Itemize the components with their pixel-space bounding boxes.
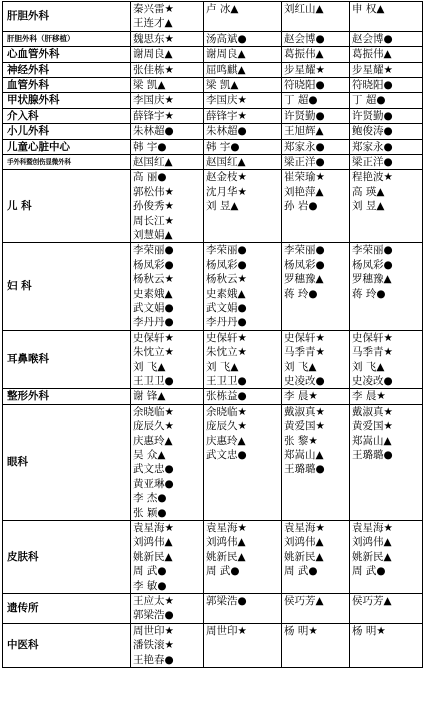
staff-entry: 李 杰● [133, 492, 167, 505]
staff-entry: 黄爱国★ [352, 420, 393, 433]
staff-entry: 武文忠● [206, 449, 247, 462]
staff-entry: 刘鸿伟▲ [284, 536, 324, 549]
staff-entry: 梁正洋● [284, 156, 325, 169]
duty-cell [131, 124, 204, 139]
roster-row [3, 404, 423, 520]
staff-entry: 汤高斌● [206, 32, 247, 45]
staff-entry: 罗穗豫▲ [284, 273, 324, 286]
staff-entry: 程艳波★ [352, 171, 393, 184]
roster-row [3, 47, 423, 62]
staff-entry: 步星耀★ [284, 63, 325, 76]
staff-entry: 郭松伟★ [133, 185, 174, 198]
duty-cell [350, 623, 423, 667]
staff-entry: 武文娟● [206, 302, 247, 315]
duty-cell [350, 108, 423, 123]
staff-entry: 刘 飞▲ [284, 360, 317, 373]
staff-entry: 郑家永● [284, 140, 325, 153]
staff-entry: 马季青★ [352, 346, 393, 359]
staff-entry: 赵金枝★ [206, 171, 247, 184]
staff-entry: 丁 超● [284, 94, 318, 107]
staff-entry: 符晓阳● [284, 79, 325, 92]
roster-row [3, 243, 423, 330]
staff-entry: 杨凤彩● [284, 258, 325, 271]
staff-entry: 史保轩★ [284, 331, 325, 344]
duty-cell [282, 31, 350, 46]
duty-cell [131, 47, 204, 62]
department-name: 儿童心脏中心 [3, 139, 131, 154]
staff-entry: 步星耀★ [352, 63, 393, 76]
staff-entry: 侯巧芳▲ [284, 595, 324, 608]
roster-row [3, 139, 423, 154]
duty-cell [131, 31, 204, 46]
department-name: 心血管外科 [3, 47, 131, 62]
staff-entry: 袁星海★ [284, 522, 325, 535]
duty-cell [204, 521, 282, 594]
staff-entry: 周世印★ [133, 624, 174, 637]
staff-entry: 蒋 玲● [352, 287, 386, 300]
duty-cell [131, 521, 204, 594]
staff-entry: 许贤勤● [284, 109, 325, 122]
duty-cell [282, 93, 350, 108]
staff-entry: 庞辰久★ [133, 420, 174, 433]
department-name: 小儿外科 [3, 124, 131, 139]
staff-entry: 庆惠玲▲ [133, 434, 173, 447]
duty-cell [131, 330, 204, 389]
duty-cell [131, 243, 204, 330]
staff-entry: 高 瑛▲ [352, 185, 385, 198]
staff-entry: 戴淑真★ [352, 405, 393, 418]
duty-cell [204, 31, 282, 46]
duty-cell [350, 2, 423, 32]
duty-cell [131, 389, 204, 404]
staff-entry: 戴淑真★ [284, 405, 325, 418]
duty-cell [350, 521, 423, 594]
duty-cell [131, 93, 204, 108]
department-name: 儿 科 [3, 170, 131, 243]
staff-entry: 周 武● [284, 565, 318, 578]
roster-row [3, 62, 423, 77]
duty-cell [350, 62, 423, 77]
duty-cell [282, 330, 350, 389]
roster-row [3, 155, 423, 170]
staff-entry: 史凌改● [352, 375, 393, 388]
duty-cell [282, 139, 350, 154]
staff-entry: 赵会博● [352, 32, 393, 45]
staff-entry: 申 权▲ [352, 3, 385, 15]
duty-cell [131, 155, 204, 170]
duty-cell [131, 594, 204, 624]
staff-entry: 许贤勤● [352, 109, 393, 122]
department-name: 甲状腺外科 [3, 93, 131, 108]
staff-entry: 李丹丹● [133, 316, 174, 329]
roster-row [3, 2, 423, 32]
department-name: 中医科 [3, 623, 131, 667]
department-name: 遗传所 [3, 594, 131, 624]
staff-entry: 杨凤彩● [133, 258, 174, 271]
duty-cell [350, 78, 423, 93]
staff-entry: 郑嵩山▲ [352, 434, 392, 447]
staff-entry: 谢周良▲ [206, 48, 246, 61]
staff-entry: 姚新民▲ [352, 550, 392, 563]
staff-entry: 周长江★ [133, 214, 174, 227]
staff-entry: 杨 明★ [284, 624, 318, 637]
duty-roster-body [3, 2, 423, 668]
duty-cell [204, 108, 282, 123]
duty-cell [204, 78, 282, 93]
staff-entry: 朱忱立★ [133, 346, 174, 359]
staff-entry: 李丹丹● [206, 316, 247, 329]
duty-cell [204, 93, 282, 108]
duty-cell [204, 170, 282, 243]
staff-entry: 袁星海★ [133, 522, 174, 535]
staff-entry: 郭梁浩● [206, 595, 247, 608]
staff-entry: 王卫卫● [206, 375, 247, 388]
staff-entry: 周 武● [133, 565, 167, 578]
staff-entry: 庞辰久★ [206, 420, 247, 433]
department-name: 耳鼻喉科 [3, 330, 131, 389]
staff-entry: 杨 明★ [352, 624, 386, 637]
staff-entry: 梁 凯▲ [133, 79, 166, 92]
staff-entry: 李 晨★ [284, 390, 318, 403]
roster-row [3, 330, 423, 389]
staff-entry: 葛振伟▲ [284, 48, 324, 61]
staff-entry: 李荣丽● [352, 244, 393, 257]
duty-cell [204, 47, 282, 62]
staff-entry: 丁 超● [352, 94, 386, 107]
roster-row [3, 623, 423, 667]
department-name: 眼科 [3, 404, 131, 520]
duty-cell [282, 389, 350, 404]
duty-cell [350, 170, 423, 243]
staff-entry: 蒋 玲● [284, 287, 318, 300]
staff-entry: 梁正洋● [352, 156, 393, 169]
staff-entry: 李荣丽● [284, 244, 325, 257]
staff-entry: 李荣丽● [206, 244, 247, 257]
staff-entry: 余晓临★ [133, 405, 174, 418]
staff-entry: 朱林超● [206, 125, 247, 138]
staff-entry: 史保轩★ [352, 331, 393, 344]
staff-entry: 符晓阳● [352, 79, 393, 92]
duty-cell [282, 623, 350, 667]
duty-cell [282, 78, 350, 93]
staff-entry: 刘 昱▲ [352, 200, 385, 213]
roster-row [3, 78, 423, 93]
duty-cell [204, 404, 282, 520]
staff-entry: 赵国红▲ [133, 156, 173, 169]
roster-row [3, 31, 423, 46]
duty-cell [282, 47, 350, 62]
staff-entry: 刘红山▲ [284, 3, 324, 15]
staff-entry: 高 丽● [133, 171, 167, 184]
department-name: 整形外科 [3, 389, 131, 404]
staff-entry: 史素娥▲ [206, 287, 246, 300]
staff-entry: 崔荣瑜★ [284, 171, 325, 184]
duty-cell [131, 170, 204, 243]
duty-cell [282, 108, 350, 123]
staff-entry: 刘鸿伟▲ [133, 536, 173, 549]
staff-entry: 杨秋云★ [133, 273, 174, 286]
staff-entry: 屈鸣麒▲ [206, 63, 246, 76]
staff-entry: 武文娟● [133, 302, 174, 315]
duty-cell [204, 124, 282, 139]
duty-cell [204, 139, 282, 154]
staff-entry: 黄亚琳● [133, 477, 174, 490]
duty-cell [204, 155, 282, 170]
staff-entry: 卢 冰▲ [206, 3, 239, 15]
department-name: 妇 科 [3, 243, 131, 330]
duty-cell [282, 404, 350, 520]
duty-cell [204, 2, 282, 32]
duty-cell [204, 623, 282, 667]
duty-cell [350, 31, 423, 46]
department-name: 皮肤科 [3, 521, 131, 594]
duty-cell [131, 623, 204, 667]
staff-entry: 刘艳萍▲ [284, 185, 324, 198]
duty-cell [282, 124, 350, 139]
duty-cell [350, 389, 423, 404]
staff-entry: 刘 飞▲ [133, 360, 166, 373]
department-name: 神经外科 [3, 62, 131, 77]
staff-entry: 庆惠玲▲ [206, 434, 246, 447]
duty-cell [204, 62, 282, 77]
staff-entry: 余晓临★ [206, 405, 247, 418]
department-name: 肝胆外科 [3, 2, 131, 32]
staff-entry: 赵会博● [284, 32, 325, 45]
staff-entry: 梁 凯▲ [206, 79, 239, 92]
roster-row [3, 594, 423, 624]
department-name: 手外科暨创伤显微外科 [3, 155, 131, 170]
staff-entry: 朱林超● [133, 125, 174, 138]
duty-cell [350, 404, 423, 520]
duty-cell [131, 108, 204, 123]
duty-cell [350, 594, 423, 624]
roster-row [3, 389, 423, 404]
staff-entry: 张佳栋★ [133, 63, 174, 76]
staff-entry: 刘鸿伟▲ [206, 536, 246, 549]
duty-cell [350, 124, 423, 139]
staff-entry: 王璐璐● [284, 463, 325, 476]
staff-entry: 袁星海★ [206, 522, 247, 535]
staff-entry: 刘 飞▲ [352, 360, 385, 373]
duty-cell [282, 594, 350, 624]
staff-entry: 杨凤彩● [352, 258, 393, 271]
staff-entry: 马季青★ [284, 346, 325, 359]
duty-cell [350, 330, 423, 389]
duty-cell [131, 2, 204, 32]
duty-cell [204, 594, 282, 624]
staff-entry: 周世印★ [206, 624, 247, 637]
duty-cell [131, 139, 204, 154]
staff-entry: 杨秋云★ [206, 273, 247, 286]
roster-row [3, 108, 423, 123]
staff-entry: 杨凤彩● [206, 258, 247, 271]
staff-entry: 侯巧芳▲ [352, 595, 392, 608]
staff-entry: 王应太★ [133, 595, 174, 608]
staff-entry: 孙 岩● [284, 200, 318, 213]
duty-cell [282, 521, 350, 594]
staff-entry: 李 敏● [133, 579, 167, 592]
duty-cell [131, 78, 204, 93]
staff-entry: 武文忠● [133, 463, 174, 476]
duty-cell [350, 155, 423, 170]
staff-entry: 刘 飞▲ [206, 360, 239, 373]
duty-cell [350, 139, 423, 154]
staff-entry: 秦兴雷★ [133, 3, 174, 15]
duty-cell [282, 155, 350, 170]
staff-entry: 薛锋宇★ [133, 109, 174, 122]
duty-cell [350, 93, 423, 108]
staff-entry: 姚新民▲ [206, 550, 246, 563]
staff-entry: 刘慧娟▲ [133, 229, 173, 242]
staff-entry: 韩 宇● [133, 140, 167, 153]
duty-cell [282, 170, 350, 243]
staff-entry: 李国庆★ [206, 94, 247, 107]
staff-entry: 孙俊秀★ [133, 200, 174, 213]
staff-entry: 沈月华★ [206, 185, 247, 198]
staff-entry: 王卫卫● [133, 375, 174, 388]
staff-entry: 姚新民▲ [284, 550, 324, 563]
staff-entry: 吴 众▲ [133, 449, 166, 462]
staff-entry: 郑嵩山▲ [284, 449, 324, 462]
staff-entry: 韩 宇● [206, 140, 240, 153]
staff-entry: 李荣丽● [133, 244, 174, 257]
staff-entry: 薛锋宇★ [206, 109, 247, 122]
duty-cell [282, 243, 350, 330]
roster-row [3, 93, 423, 108]
staff-entry: 潘铁滚★ [133, 639, 174, 652]
staff-entry: 郭梁浩● [133, 609, 174, 622]
staff-entry: 袁星海★ [352, 522, 393, 535]
staff-entry: 王连才▲ [133, 17, 173, 30]
staff-entry: 赵国红▲ [206, 156, 246, 169]
duty-cell [204, 243, 282, 330]
staff-entry: 张 颖● [133, 506, 167, 519]
staff-entry: 罗穗豫▲ [352, 273, 392, 286]
staff-entry: 谢周良▲ [133, 48, 173, 61]
staff-entry: 史保轩★ [133, 331, 174, 344]
staff-entry: 张栋益● [206, 390, 247, 403]
duty-roster-table [2, 1, 423, 668]
department-name: 肝胆外科（肝移植） [3, 31, 131, 46]
staff-entry: 史素娥▲ [133, 287, 173, 300]
staff-entry: 史凌改● [284, 375, 325, 388]
staff-entry: 黄爱国★ [284, 420, 325, 433]
staff-entry: 魏思东★ [133, 32, 174, 45]
staff-entry: 葛振伟▲ [352, 48, 392, 61]
duty-cell [350, 47, 423, 62]
duty-cell [131, 404, 204, 520]
roster-row [3, 124, 423, 139]
staff-entry: 王艳春● [133, 653, 174, 666]
staff-entry: 刘鸿伟▲ [352, 536, 392, 549]
staff-entry: 鲍俊涛● [352, 125, 393, 138]
roster-row [3, 170, 423, 243]
staff-entry: 郑家永● [352, 140, 393, 153]
staff-entry: 周 武● [352, 565, 386, 578]
staff-entry: 史保轩★ [206, 331, 247, 344]
duty-cell [282, 2, 350, 32]
department-name: 介入科 [3, 108, 131, 123]
duty-cell [204, 330, 282, 389]
duty-cell [350, 243, 423, 330]
staff-entry: 姚新民▲ [133, 550, 173, 563]
duty-cell [131, 62, 204, 77]
staff-entry: 王璐璐● [352, 449, 393, 462]
staff-entry: 王旭辉▲ [284, 125, 324, 138]
department-name: 血管外科 [3, 78, 131, 93]
staff-entry: 张 黎★ [284, 434, 318, 447]
staff-entry: 周 武● [206, 565, 240, 578]
staff-entry: 谢 锋▲ [133, 390, 166, 403]
roster-row [3, 521, 423, 594]
staff-entry: 朱忱立★ [206, 346, 247, 359]
staff-entry: 刘 昱▲ [206, 200, 239, 213]
duty-cell [282, 62, 350, 77]
duty-cell [204, 389, 282, 404]
staff-entry: 李 晨★ [352, 390, 386, 403]
staff-entry: 李国庆★ [133, 94, 174, 107]
